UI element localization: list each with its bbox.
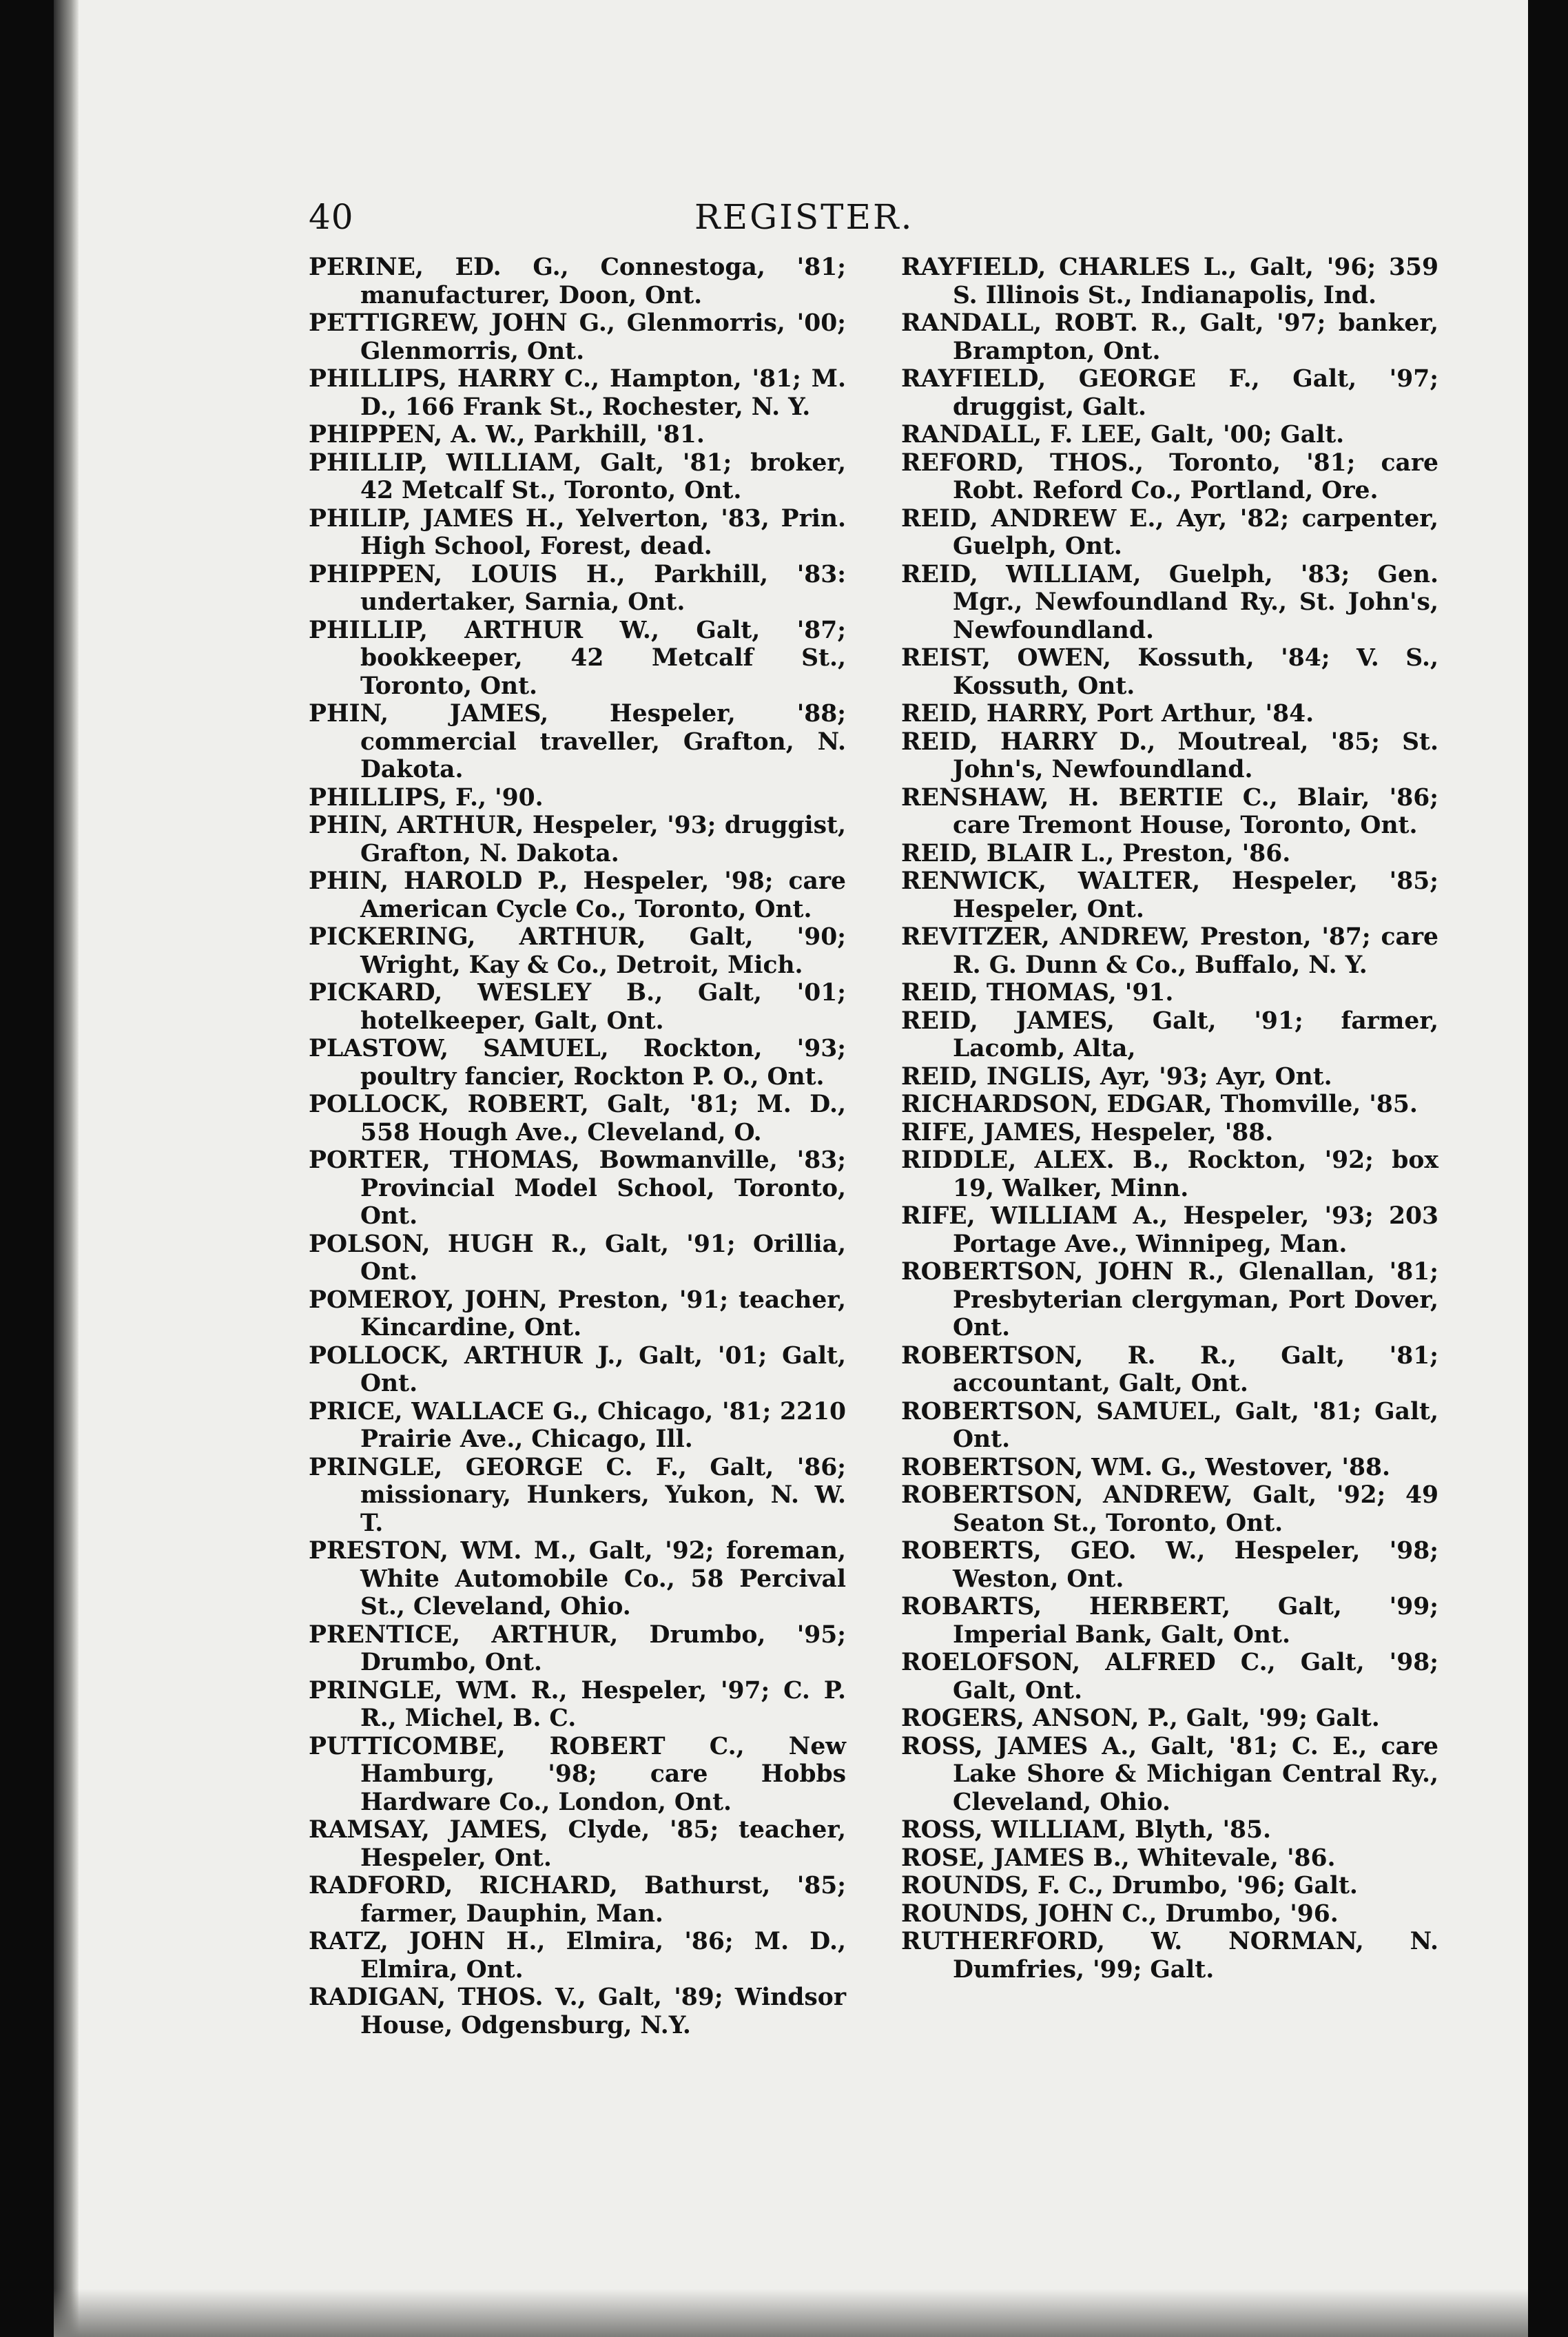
register-entry: ROBERTSON, JOHN R., Glenallan, '81; Presbyterian clergyman, Port Dover, Ont. <box>901 1258 1438 1341</box>
register-entry: RANDALL, ROBT. R., Galt, '97; banker, Brampton, Ont. <box>901 309 1438 365</box>
register-entry: POMEROY, JOHN, Preston, '91; teacher, Kincardine, Ont. <box>309 1286 846 1341</box>
register-entry: ROBERTSON, WM. G., Westover, '88. <box>901 1453 1390 1481</box>
register-entry: PERINE, ED. G., Connestoga, '81; manufacturer, Doon, Ont. <box>309 254 846 309</box>
register-entry: ROSS, WILLIAM, Blyth, '85. <box>901 1816 1272 1844</box>
register-entry: PHIN, HAROLD P., Hespeler, '98; care American Cycle Co., Toronto, Ont. <box>309 867 846 923</box>
register-entry: POLLOCK, ARTHUR J., Galt, '01; Galt, Ont. <box>309 1341 846 1397</box>
register-entry: POLSON, HUGH R., Galt, '91; Orillia, Ont. <box>309 1230 846 1286</box>
register-entry: PICKARD, WESLEY B., Galt, '01; hotelkeeper, Galt, Ont. <box>309 979 846 1035</box>
register-entry: REFORD, THOS., Toronto, '81; care Robt. Reford Co., Portland, Ore. <box>901 449 1438 504</box>
register-entry: PORTER, THOMAS, Bowmanville, '83; Provincial Model School, Toronto, Ont. <box>309 1146 846 1230</box>
register-entry: REID, HARRY D., Moutreal, '85; St. John's, Newfoundland. <box>901 728 1438 783</box>
register-entry: RIFE, WILLIAM A., Hespeler, '93; 203 Portage Ave., Winnipeg, Man. <box>901 1202 1438 1258</box>
register-entry: REID, ANDREW E., Ayr, '82; carpenter, Guelph, Ont. <box>901 504 1438 560</box>
page-bottom-shadow <box>54 2289 1528 2337</box>
register-entry: PHIPPEN, LOUIS H., Parkhill, '83: undertaker, Sarnia, Ont. <box>309 560 846 616</box>
register-entry: ROUNDS, JOHN C., Drumbo, '96. <box>901 1900 1339 1928</box>
register-entry: ROBERTSON, SAMUEL, Galt, '81; Galt, Ont. <box>901 1397 1438 1453</box>
register-page <box>54 0 1528 2337</box>
page-header <box>309 196 1342 238</box>
register-entry: ROBERTSON, ANDREW, Galt, '92; 49 Seaton St., Toronto, Ont. <box>901 1481 1438 1537</box>
register-entry: RENWICK, WALTER, Hespeler, '85; Hespeler, Ont. <box>901 867 1438 923</box>
register-entry: PLASTOW, SAMUEL, Rockton, '93; poultry fancier, Rockton P. O., Ont. <box>309 1035 846 1091</box>
register-entry: REID, WILLIAM, Guelph, '83; Gen. Mgr., Newfoundland Ry., St. John's, Newfoundland. <box>901 560 1438 644</box>
register-entry: PRICE, WALLACE G., Chicago, '81; 2210 Prairie Ave., Chicago, Ill. <box>309 1397 846 1453</box>
register-entry: PHILLIP, ARTHUR W., Galt, '87; bookkeeper, 42 Metcalf St., Toronto, Ont. <box>309 616 846 700</box>
register-entry: REID, INGLIS, Ayr, '93; Ayr, Ont. <box>901 1062 1332 1091</box>
register-entry: RANDALL, F. LEE, Galt, '00; Galt. <box>901 421 1345 449</box>
register-entry: PHILLIPS, F., '90. <box>309 783 544 812</box>
register-entry: PUTTICOMBE, ROBERT C., New Hamburg, '98; care Hobbs Hardware Co., London, Ont. <box>309 1732 846 1816</box>
register-entry: REID, BLAIR L., Preston, '86. <box>901 839 1291 867</box>
register-entry: RICHARDSON, EDGAR, Thomville, '85. <box>901 1091 1418 1118</box>
register-entry: PRESTON, WM. M., Galt, '92; foreman, White Automobile Co., 58 Percival St., Cleveland, Ohio. <box>309 1537 846 1620</box>
register-entry: RADIGAN, THOS. V., Galt, '89; Windsor House, Odgensburg, N.Y. <box>309 1984 846 2039</box>
register-entry: ROBARTS, HERBERT, Galt, '99; Imperial Bank, Galt, Ont. <box>901 1593 1438 1649</box>
register-entry: PRINGLE, GEORGE C. F., Galt, '86; missionary, Hunkers, Yukon, N. W. T. <box>309 1453 846 1537</box>
register-entry: REID, JAMES, Galt, '91; farmer, Lacomb, Alta, <box>901 1007 1438 1062</box>
register-entry: REID, HARRY, Port Arthur, '84. <box>901 700 1314 728</box>
register-entry: ROBERTSON, R. R., Galt, '81; accountant, Galt, Ont. <box>901 1341 1438 1397</box>
register-entry: RUTHERFORD, W. NORMAN, N. Dumfries, '99; Galt. <box>901 1928 1438 1984</box>
register-entry: RAYFIELD, GEORGE F., Galt, '97; druggist, Galt. <box>901 365 1438 421</box>
register-entry: ROSS, JAMES A., Galt, '81; C. E., care Lake Shore & Michigan Central Ry., Cleveland, Ohio. <box>901 1732 1438 1816</box>
left-column <box>309 254 846 2039</box>
register-entry: ROBERTS, GEO. W., Hespeler, '98; Weston, Ont. <box>901 1537 1438 1593</box>
register-entry: PHILLIP, WILLIAM, Galt, '81; broker, 42 Metcalf St., Toronto, Ont. <box>309 449 846 504</box>
register-entry: ROELOFSON, ALFRED C., Galt, '98; Galt, Ont. <box>901 1649 1438 1705</box>
right-column <box>901 254 1438 1984</box>
register-entry: RIFE, JAMES, Hespeler, '88. <box>901 1118 1274 1146</box>
register-entry: REVITZER, ANDREW, Preston, '87; care R. G. Dunn & Co., Buffalo, N. Y. <box>901 923 1438 979</box>
page-number: 40 <box>309 197 354 237</box>
register-entry: ROUNDS, F. C., Drumbo, '96; Galt. <box>901 1872 1358 1900</box>
register-entry: PRINGLE, WM. R., Hespeler, '97; C. P. R., Michel, B. C. <box>309 1676 846 1732</box>
register-entry: RAMSAY, JAMES, Clyde, '85; teacher, Hespeler, Ont. <box>309 1816 846 1872</box>
register-entry: ROSE, JAMES B., Whitevale, '86. <box>901 1844 1336 1872</box>
running-head: REGISTER. <box>694 197 914 237</box>
register-entry: REIST, OWEN, Kossuth, '84; V. S., Kossuth, Ont. <box>901 644 1438 700</box>
register-entry: PETTIGREW, JOHN G., Glenmorris, '00; Glenmorris, Ont. <box>309 309 846 365</box>
register-entry: PICKERING, ARTHUR, Galt, '90; Wright, Kay & Co., Detroit, Mich. <box>309 923 846 979</box>
register-entry: ROGERS, ANSON, P., Galt, '99; Galt. <box>901 1705 1380 1732</box>
register-entry: PHILIP, JAMES H., Yelverton, '83, Prin. High School, Forest, dead. <box>309 504 846 560</box>
register-entry: RIDDLE, ALEX. B., Rockton, '92; box 19, Walker, Minn. <box>901 1146 1438 1202</box>
register-entry: RATZ, JOHN H., Elmira, '86; M. D., Elmira, Ont. <box>309 1928 846 1984</box>
register-entry: RADFORD, RICHARD, Bathurst, '85; farmer, Dauphin, Man. <box>309 1872 846 1928</box>
register-entry: RAYFIELD, CHARLES L., Galt, '96; 359 S. Illinois St., Indianapolis, Ind. <box>901 254 1438 309</box>
register-entry: PRENTICE, ARTHUR, Drumbo, '95; Drumbo, Ont. <box>309 1620 846 1676</box>
register-entry: RENSHAW, H. BERTIE C., Blair, '86; care Tremont House, Toronto, Ont. <box>901 783 1438 839</box>
register-entry: PHILLIPS, HARRY C., Hampton, '81; M. D., 166 Frank St., Rochester, N. Y. <box>309 365 846 421</box>
register-entry: PHIN, ARTHUR, Hespeler, '93; druggist, Grafton, N. Dakota. <box>309 812 846 867</box>
register-entry: PHIPPEN, A. W., Parkhill, '81. <box>309 421 705 449</box>
register-entry: REID, THOMAS, '91. <box>901 979 1174 1007</box>
register-entry: PHIN, JAMES, Hespeler, '88; commercial traveller, Grafton, N. Dakota. <box>309 700 846 783</box>
register-entry: POLLOCK, ROBERT, Galt, '81; M. D., 558 Hough Ave., Cleveland, O. <box>309 1091 846 1146</box>
